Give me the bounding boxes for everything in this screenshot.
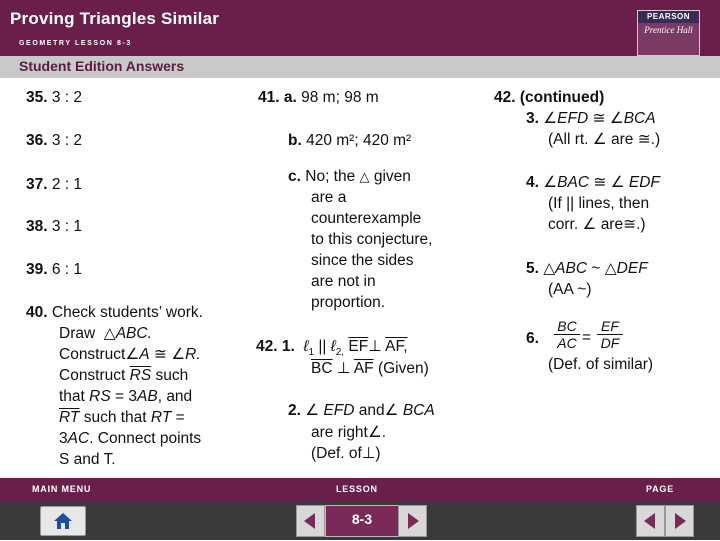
text: $\overline{RT}$: [59, 409, 80, 426]
main-menu-button[interactable]: [40, 506, 86, 536]
text: DEF: [616, 260, 648, 277]
answer-line: Check students’ work.: [51, 304, 203, 321]
answer-41c: [288, 166, 411, 187]
step-label: 4.: [526, 174, 539, 191]
step-label: 5.: [526, 260, 539, 277]
answer-line: to this conjecture,: [311, 231, 433, 248]
answer-42-step2-line2: [311, 422, 386, 443]
answer-line: (Def. of similar): [548, 356, 654, 373]
perpendicular-icon: ⊥: [361, 445, 376, 462]
text: ≅: [593, 174, 607, 191]
lesson-next-button[interactable]: [398, 505, 427, 537]
perpendicular-icon: ⊥: [336, 360, 351, 377]
text: ): [375, 445, 381, 462]
answer-number: 42.: [494, 89, 516, 106]
answer-number: 42.: [256, 338, 278, 355]
angles-icon: ∠: [367, 424, 382, 441]
angle-icon: ∠: [125, 346, 140, 363]
answer-38: [26, 216, 82, 237]
answer-line: counterexample: [311, 210, 422, 227]
logo-top-text: PEARSON: [638, 11, 699, 23]
continued-label: (continued): [519, 89, 605, 106]
text: ≅: [637, 131, 651, 148]
angle-icon: ∠: [384, 402, 399, 419]
answer-40-line8: [59, 449, 116, 470]
answer-40-line3: [59, 344, 201, 365]
answer-42-step4: [526, 172, 660, 193]
step-label: 6.: [526, 330, 539, 347]
text: $\overline{AF}$: [353, 360, 374, 377]
arrow-left-icon: [297, 506, 324, 536]
answer-35: [26, 87, 82, 108]
answer-42-step2-line3: [311, 443, 381, 464]
answer-text: 3 : 2: [51, 132, 83, 149]
answer-40: [26, 302, 203, 323]
arrow-right-icon: [399, 506, 426, 536]
answer-39: [26, 259, 82, 280]
answer-41b: [288, 130, 411, 151]
answer-number: 41.: [258, 89, 280, 106]
step-label: 2.: [288, 402, 301, 419]
triangle-icon: △: [103, 325, 116, 342]
answer-40-line4: [59, 365, 188, 386]
answer-40-line5: [59, 386, 192, 407]
arrow-right-icon: [666, 506, 693, 536]
angle-icon: ∠: [609, 110, 624, 127]
header-bar: [0, 0, 720, 56]
part-label: a.: [283, 89, 297, 106]
text: (All rt.: [548, 131, 589, 148]
text: EF: [597, 318, 623, 335]
answer-text: 3 : 2: [51, 89, 83, 106]
text: (Given): [377, 360, 429, 377]
perpendicular-icon: ⊥: [368, 338, 382, 355]
angle-icon: ∠: [543, 110, 558, 127]
lesson-label: LESSON: [336, 484, 378, 494]
answer-text: 420 m²; 420 m²: [306, 132, 412, 149]
part-label: b.: [288, 132, 302, 149]
text: AC: [67, 430, 90, 447]
angle-icon: ∠: [305, 402, 320, 419]
page-title: Proving Triangles Similar: [10, 9, 220, 28]
answer-42-step4-line3: [548, 214, 646, 235]
text: AC: [557, 335, 577, 351]
text: are: [600, 216, 624, 233]
text: R.: [185, 346, 201, 363]
text: are right: [311, 424, 368, 441]
fraction-ef-df: [597, 318, 623, 351]
text: =: [175, 409, 185, 426]
angle-icon: ∠: [610, 174, 625, 191]
home-icon: [53, 512, 73, 530]
triangles-icon: △: [359, 169, 370, 184]
text: . Connect points: [89, 430, 202, 447]
text: BCA: [623, 110, 656, 127]
text: 3: [59, 430, 68, 447]
text: ≅: [623, 216, 637, 233]
lesson-subtitle: GEOMETRY LESSON 8-3: [19, 40, 132, 47]
answer-number: 40.: [26, 304, 48, 321]
answer-42-continued: [494, 87, 604, 108]
answer-42-step6-label: [526, 328, 539, 349]
text: S and T.: [59, 451, 116, 468]
text: ABC: [555, 260, 588, 277]
main-menu-label: MAIN MENU: [32, 484, 92, 494]
answer-42-step3: [526, 108, 656, 129]
page-next-button[interactable]: [665, 505, 694, 537]
text: , and: [157, 388, 193, 405]
text: .): [636, 216, 646, 233]
publisher-logo: [637, 10, 700, 56]
answer-42-step2: [288, 400, 435, 421]
text: $\overline{RS}$: [129, 367, 152, 384]
answer-40-line2: [59, 323, 152, 344]
answer-40-line6: [59, 407, 185, 428]
text: and: [358, 402, 385, 419]
answer-37: [26, 174, 82, 195]
answer-text: 2 : 1: [51, 176, 83, 193]
answer-41a: [258, 87, 379, 108]
text: ~: [591, 260, 601, 277]
answer-42-step5: [526, 258, 648, 279]
answer-number: 35.: [26, 89, 48, 106]
text: $\overline{BC}$: [311, 360, 333, 377]
triangle-icon: △: [604, 260, 617, 277]
answer-number: 38.: [26, 218, 48, 235]
answer-line: are not in: [311, 273, 376, 290]
footer-bar: [0, 478, 720, 540]
answer-line: since the sides: [311, 252, 414, 269]
answer-text: 3 : 1: [51, 218, 83, 235]
text: are: [611, 131, 634, 148]
answer-40-line7: [59, 428, 201, 449]
answer-line: are a: [311, 189, 347, 206]
text: BC: [554, 318, 580, 335]
text: ≅: [153, 346, 167, 363]
text: RT: [150, 409, 172, 426]
text: $\overline{EF}$: [348, 338, 369, 355]
text: ABC.: [115, 325, 152, 342]
equals-sign: =: [582, 329, 592, 346]
arrow-left-icon: [637, 506, 664, 536]
step-label: 1.: [281, 338, 295, 355]
angles-icon: ∠: [582, 216, 597, 233]
text: BCA: [402, 402, 435, 419]
text: EDF: [628, 174, 660, 191]
text: = 3: [115, 388, 138, 405]
section-title: Student Edition Answers: [19, 58, 185, 74]
answer-line: proportion.: [311, 294, 386, 311]
text: 1: [308, 347, 315, 359]
answer-42-step3-line2: [548, 129, 660, 150]
logo-bottom-text: Prentice Hall: [644, 25, 693, 35]
part-label: c.: [288, 168, 301, 185]
text: EFD: [557, 110, 589, 127]
answer-line: (AA ~): [548, 281, 592, 298]
answer-42-step1-line2: [311, 358, 429, 379]
answer-number: 36.: [26, 132, 48, 149]
answer-number: 39.: [26, 261, 48, 278]
page-prev-button[interactable]: [636, 505, 665, 537]
lesson-button[interactable]: [325, 505, 399, 537]
text: .: [381, 424, 387, 441]
text: AF,: [385, 338, 408, 355]
text: such that: [83, 409, 147, 426]
text: DF: [600, 335, 620, 351]
text: Construct: [59, 346, 126, 363]
answer-36: [26, 130, 82, 151]
text: No; the: [305, 168, 356, 185]
text: Construct: [59, 367, 126, 384]
fraction-bc-ac: [554, 318, 580, 351]
line-symbol: ℓ: [303, 338, 309, 355]
text: ||: [318, 338, 327, 355]
text: such: [155, 367, 189, 384]
angles-icon: ∠: [592, 131, 607, 148]
line-symbol: ℓ: [330, 338, 336, 355]
text: corr.: [548, 216, 579, 233]
text: AB: [137, 388, 158, 405]
text: given: [373, 168, 411, 185]
page-label: PAGE: [646, 484, 675, 494]
step-label: 3.: [526, 110, 539, 127]
text: that: [59, 388, 85, 405]
answers-content: [0, 78, 720, 478]
answer-number: 37.: [26, 176, 48, 193]
text: .): [650, 131, 661, 148]
text: A: [139, 346, 150, 363]
angle-icon: ∠: [543, 174, 558, 191]
text: Draw: [59, 325, 96, 342]
triangle-icon: △: [543, 260, 556, 277]
text: BAC: [557, 174, 590, 191]
text: RS: [89, 388, 111, 405]
angle-icon: ∠: [171, 346, 186, 363]
answer-text: 6 : 1: [51, 261, 83, 278]
lesson-number: 8-3: [351, 511, 373, 527]
text: (Def. of: [311, 445, 362, 462]
text: 2,: [335, 347, 345, 359]
text: EFD: [323, 402, 355, 419]
lesson-prev-button[interactable]: [296, 505, 325, 537]
answer-text: 98 m; 98 m: [301, 89, 379, 106]
text: ≅: [592, 110, 606, 127]
answer-line: (If || lines, then: [548, 195, 650, 212]
